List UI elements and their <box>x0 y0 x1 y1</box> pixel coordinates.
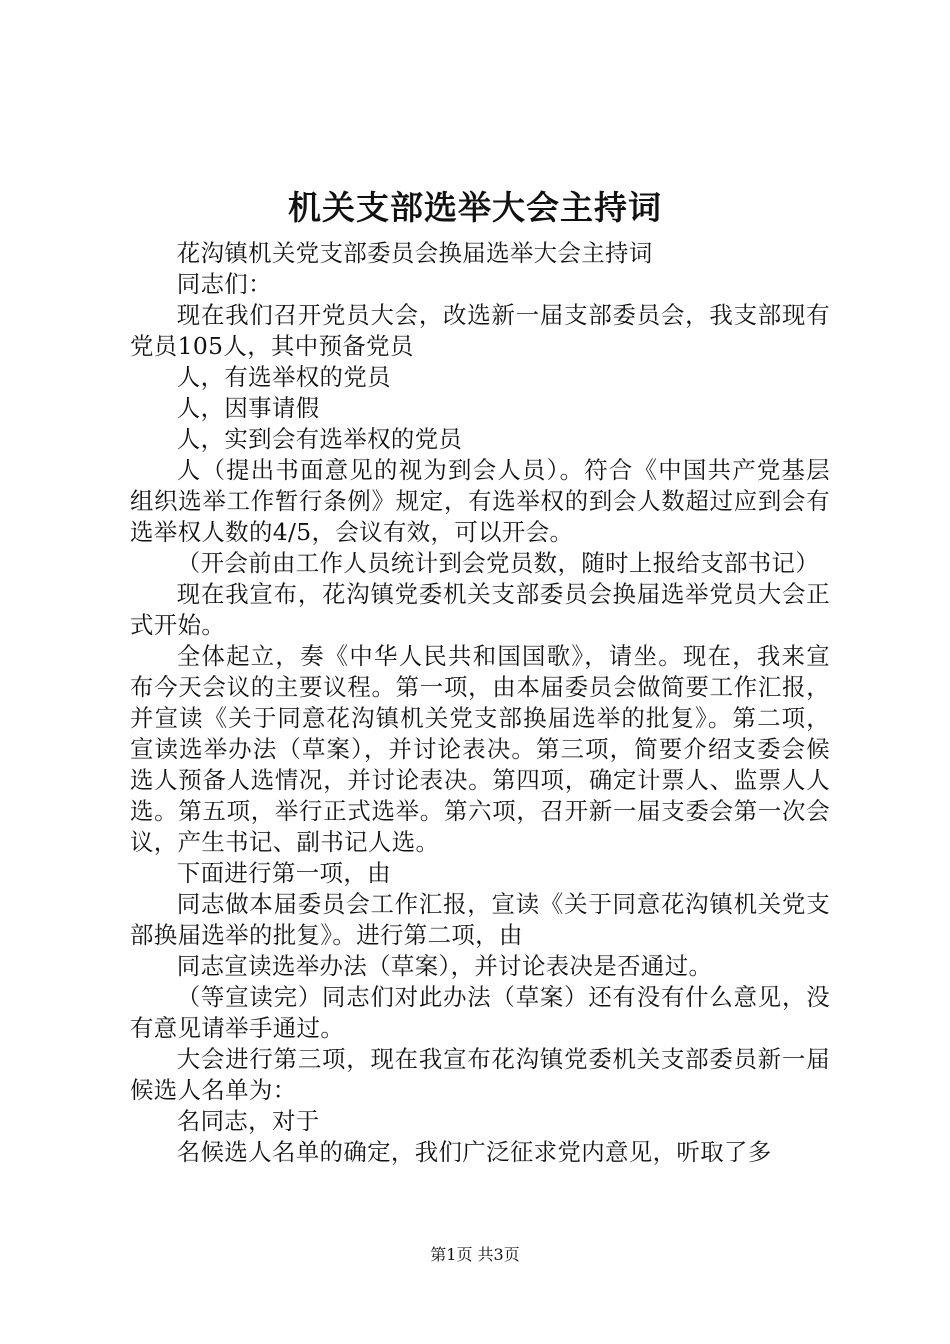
paragraph: 下面进行第一项，由 <box>176 859 391 887</box>
paragraph: 大会进行第三项，现在我宣布花沟镇党委机关支部委员新一届候选人名单为： <box>130 1045 830 1104</box>
paragraph: （等宣读完）同志们对此办法（草案）还有没有什么意见，没有意见请举手通过。 <box>130 983 830 1042</box>
document-body <box>130 238 830 1168</box>
paragraph: 全体起立，奏《中华人民共和国国歌》，请坐。现在，我来宣布今天会议的主要议程。第一项，由本届委员会做简要工作汇报，并宣读《关于同意花沟镇机关党支部换届选举的批复》。第二项，宣读选举办法（草案），并讨论表决。第三项，简要介绍支委会候选人预备人选情况，并讨论表决。第四项，确定计票人、监票人人选。第五项，举行正式选举。第六项，召开新一届支委会第一次会议，产生书记、副书记人选。 <box>130 642 830 856</box>
paragraph: 人，实到会有选举权的党员 <box>176 425 463 453</box>
page-footer: 第1页 共3页 <box>430 1245 520 1264</box>
paragraph: 名同志，对于 <box>176 1107 320 1135</box>
paragraph: 人，因事请假 <box>176 394 320 422</box>
paragraph: 名候选人名单的确定，我们广泛征求党内意见，听取了多 <box>176 1138 772 1166</box>
paragraph: 同志做本届委员会工作汇报，宣读《关于同意花沟镇机关党支部换届选举的批复》。进行第二项，由 <box>130 890 830 949</box>
paragraph: 人（提出书面意见的视为到会人员）。符合《中国共产党基层组织选举工作暂行条例》规定，有选举权的到会人数超过应到会有选举权人数的4/5，会议有效，可以开会。 <box>130 456 830 546</box>
paragraph: 现在我们召开党员大会，改选新一届支部委员会，我支部现有党员105人，其中预备党员 <box>130 301 830 360</box>
paragraph: 同志们： <box>176 270 272 298</box>
paragraph: 现在我宣布，花沟镇党委机关支部委员会换届选举党员大会正式开始。 <box>130 580 830 639</box>
paragraph: 人，有选举权的党员 <box>176 363 391 391</box>
document-title: 机关支部选举大会主持词 <box>288 188 662 227</box>
paragraph: （开会前由工作人员统计到会党员数，随时上报给支部书记） <box>176 549 820 577</box>
paragraph: 同志宣读选举办法（草案），并讨论表决是否通过。 <box>176 952 713 980</box>
paragraph: 花沟镇机关党支部委员会换届选举大会主持词 <box>176 239 653 267</box>
